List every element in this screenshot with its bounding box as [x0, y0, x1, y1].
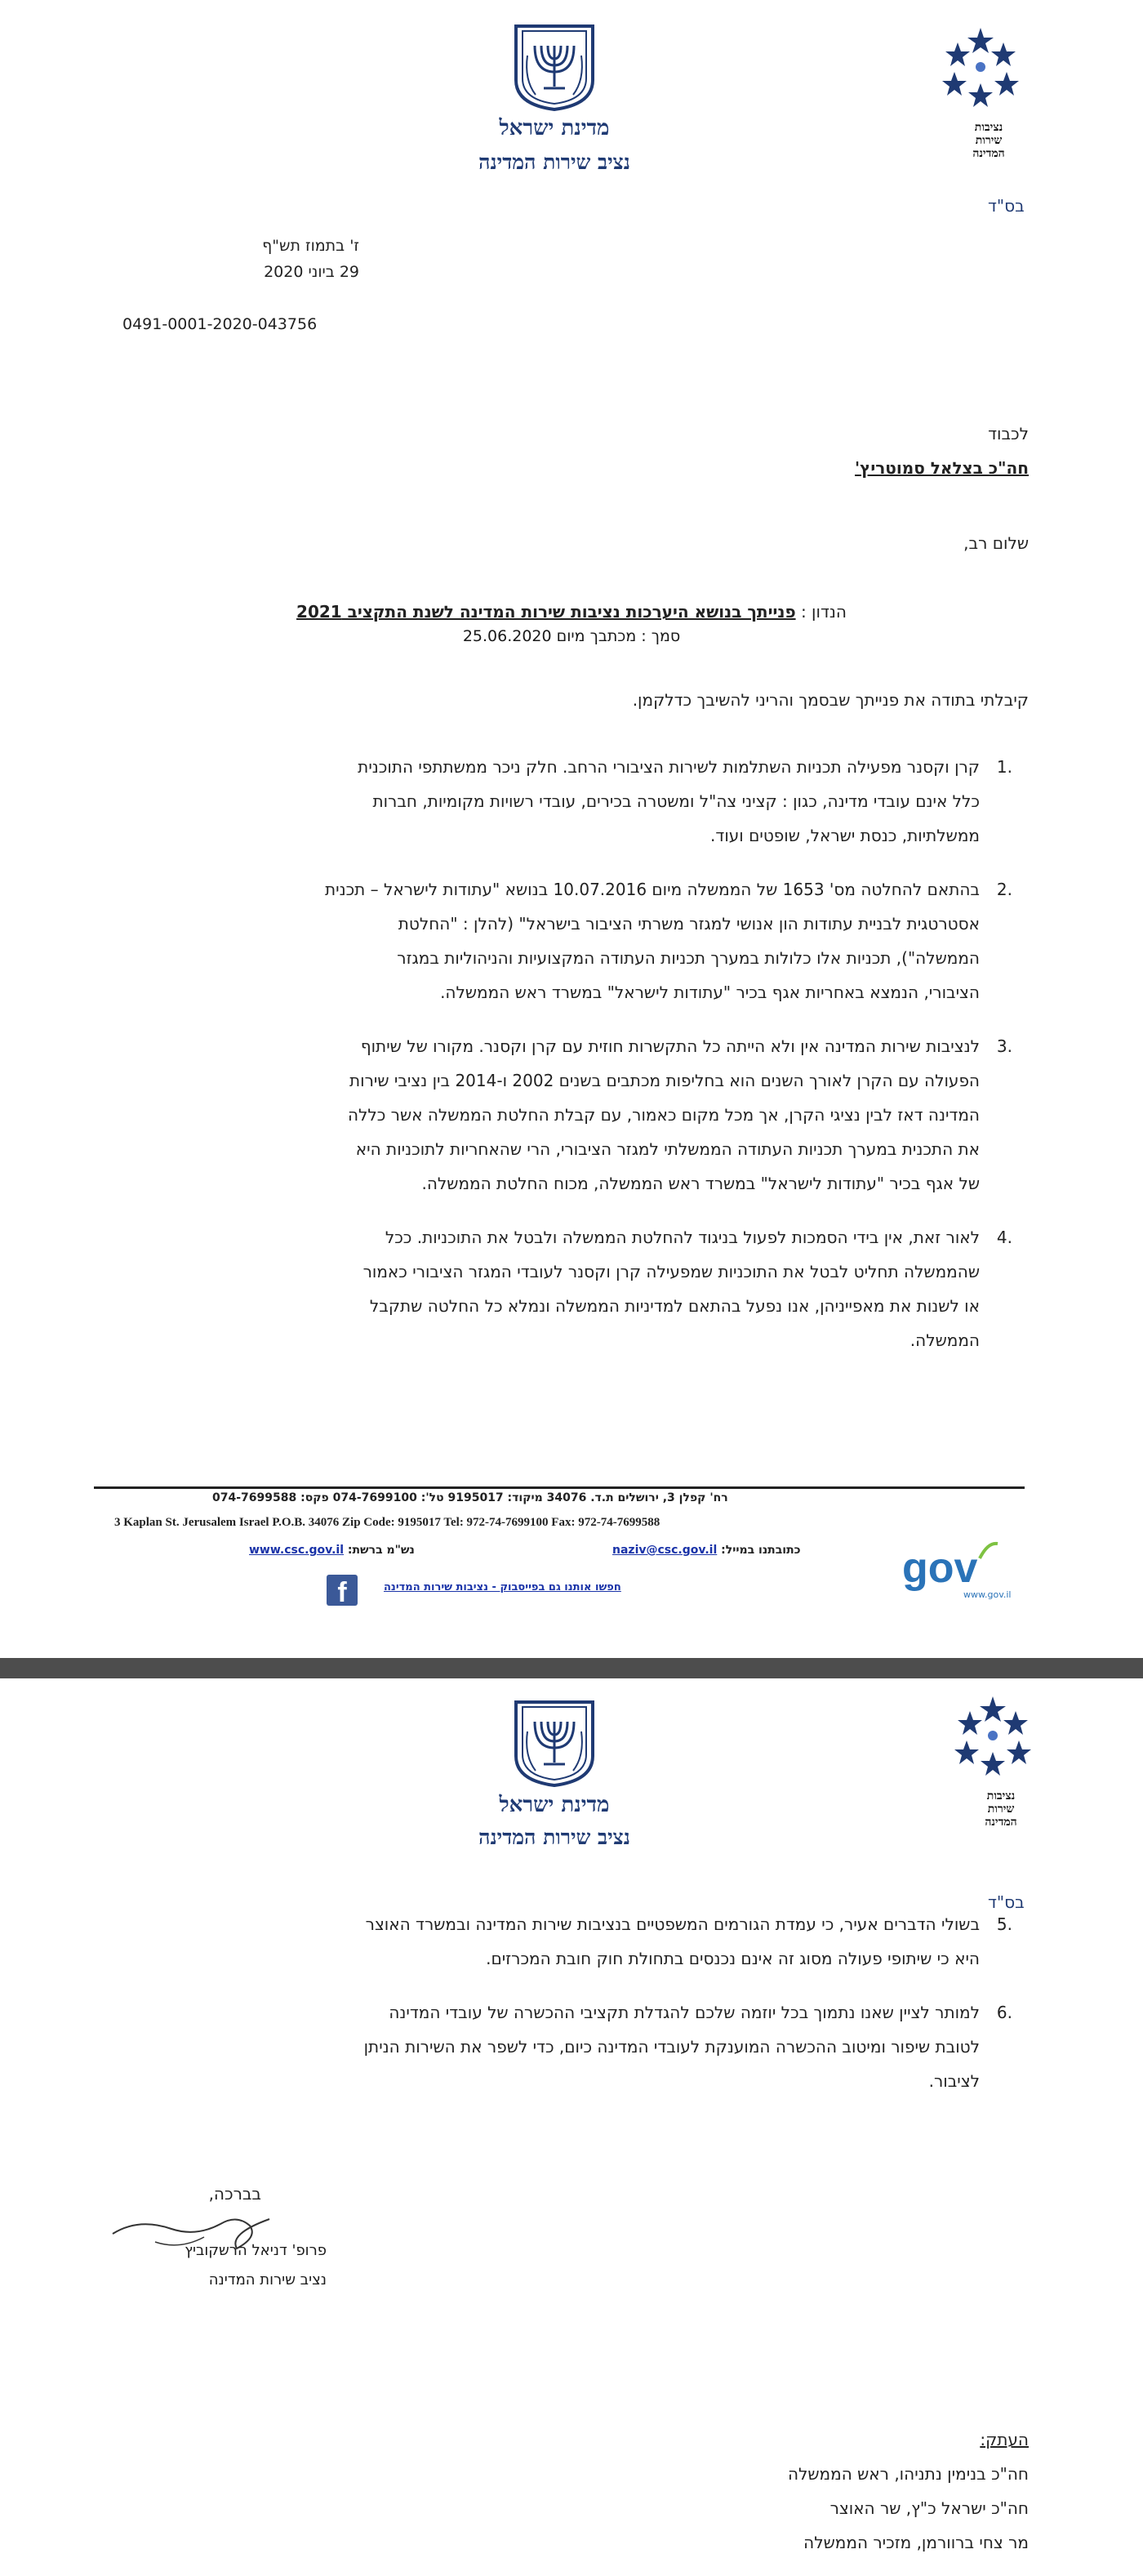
paragraph-line: את התכנית במערך תכניות העתודה הממשלתי למגזר הציבורי, הרי שהאחריות לתוכניות היא [355, 1139, 980, 1159]
paragraph-line: בהתאם להחלטה מס' 1653 של הממשלה מיום 10.07.2016 בנושא "עתודות לישראל – תכנית [324, 880, 980, 899]
logo-text-line-3: המדינה [985, 1816, 1017, 1829]
page-separator [0, 1658, 1143, 1678]
email-link[interactable]: naziv@csc.gov.il [612, 1544, 718, 1557]
paragraph-number: 6. [996, 2003, 1012, 2022]
paragraph-line: היא כי שיתופי פעולה מסוג זה אינם נכנסים בתחולת חוק חובת המכרזים. [486, 1949, 980, 1968]
footer-address-hebrew: רח' קפלן 3, ירושלים ת.ד. 34076 מיקוד: 9195017 טל': 074-7699100 פקס: 074-7699588 [212, 1491, 728, 1504]
paragraph-number: 1. [996, 757, 1012, 777]
paragraph-line: אסטרטגית לבניית עתודות הון אנושי למגזר משרתי הציבור בישראל" (להלן : "החלטת [398, 914, 980, 934]
paragraph-line: בשולי הדברים אעיר, כי עמדת הגורמים המשפטיים בנציבות שירות המדינה ובמשרד האוצר [365, 1914, 980, 1934]
subject-text: פנייתך בנושא היערכות נציבות שירות המדינה לשנת התקציב 2021 [296, 602, 796, 622]
recipient-name: חה"כ בצלאל סמוטריץ' [855, 458, 1029, 478]
stars-logo-icon [935, 25, 1026, 123]
facebook-link[interactable]: חפשו אותנו גם בפייסבוק - נציבות שירות המדינה [384, 1581, 621, 1593]
civil-service-logo [947, 1693, 1038, 1832]
paragraph-line: קרן וקסנר מפעילה תכניות השתלמות לשירות הציבורי הרחב. חלק ניכר ממשתתפי התוכנית [358, 757, 980, 777]
bsd-mark: בס"ד [988, 1892, 1025, 1912]
paragraph-number: 5. [996, 1914, 1012, 1934]
website-link[interactable]: www.csc.gov.il [249, 1544, 345, 1557]
intro-text: קיבלתי בתודה את פנייתך שבסמך והריני להשיבך כדלקמן. [632, 690, 1029, 710]
letter-page-2 [0, 1678, 1143, 2576]
paragraph-2 [135, 872, 1012, 1009]
paragraph-line: של אגף בכיר "עתודות לישראל" במשרד ראש הממשלה, מכוח החלטת הממשלה. [421, 1174, 980, 1193]
subject-line [212, 595, 931, 629]
web-label: נש"מ ברשת: [347, 1544, 415, 1557]
cc-recipient-2: חה"כ ישראל כ"ץ, שר האוצר [829, 2498, 1029, 2518]
paragraph-line: המדינה דאז לבין נציגי הקרן, אך מכל מקום כאמור, עם קבלת החלטת הממשלה אשר כללה [347, 1105, 980, 1125]
greeting: שלום רב, [963, 533, 1029, 553]
paragraph-line: הפעולה עם הקרן לאורך השנים הוא בחליפות מכתבים בשנים 2002 ו-2014 בין נציבי שירות [349, 1071, 980, 1090]
paragraph-line: או לשנות את מאפייניהן, אנו נפעל בהתאם למדיניות הממשלה ונמלא כל החלטה שתקבל [369, 1296, 980, 1316]
signer-title: נציב שירות המדינה [208, 2271, 327, 2289]
logo-text-line-1: נציבות [974, 121, 1003, 134]
email-label: כתובתנו במייל: [721, 1544, 801, 1557]
cc-recipient-3: מר צחי ברוורמן, מזכיר הממשלה [803, 2533, 1029, 2552]
paragraph-line: הציבורי, הנמצא באחריות אגף בכיר "עתודות לישראל" במשרד ראש הממשלה. [440, 983, 980, 1002]
paragraph-3 [135, 1029, 1012, 1201]
paragraph-4 [135, 1220, 1012, 1357]
gov-logo: gov [902, 1544, 978, 1592]
bsd-mark: בס"ד [988, 196, 1025, 216]
cc-label: העתק: [980, 2430, 1029, 2449]
subject-label: הנדון : [800, 602, 847, 622]
cc-recipient-1: חה"כ בנימין נתניהו, ראש הממשלה [787, 2464, 1029, 2484]
paragraph-line: ממשלתיות, כנסת ישראל, שופטים ועוד. [710, 826, 980, 845]
footer-website [249, 1544, 415, 1557]
facebook-icon[interactable]: f [327, 1575, 358, 1606]
gov-logo-sub: www.gov.il [963, 1589, 1012, 1600]
paragraph-line: הממשלה. [910, 1330, 980, 1350]
paragraph-line: הממשלה"), תכניות אלו כלולות במערך תכניות העתודה המקצועיות והניהוליות במגזר [397, 948, 980, 968]
menorah-emblem-icon [511, 23, 598, 111]
menorah-emblem-icon [511, 1699, 598, 1787]
paragraph-line: כלל אינם עובדי מדינה, כגון : קציני צה"ל ומשטרה בכירים, עובדי רשויות מקומיות, חברות [372, 791, 980, 811]
logo-text-line-1: נציבות [986, 1789, 1016, 1803]
hebrew-date: ז' בתמוז תש"ף [262, 237, 359, 255]
state-name: מדינת ישראל [499, 116, 610, 140]
gregorian-date: 29 ביוני 2020 [264, 263, 359, 281]
paragraph-5 [135, 1907, 1012, 1976]
paragraph-6 [135, 1995, 1012, 2098]
logo-text-line-3: המדינה [972, 147, 1005, 160]
paragraph-line: למותר לציין שאנו נתמוך בכל יוזמה שלכם להגדלת תקציבי ההכשרה של עובדי המדינה [389, 2003, 980, 2022]
commissioner-title: נציב שירות המדינה [478, 1825, 630, 1849]
paragraph-line: לאור זאת, אין בידי הסמכות לפעול בניגוד להחלטת הממשלה ולבטל את התוכניות. ככל [385, 1228, 980, 1247]
paragraph-line: לטובת שיפור ומיטוב ההכשרה המוענקת לעובדי המדינה כיום, כדי לשפר את השירות הניתן [363, 2037, 980, 2057]
to-label: לכבוד [988, 424, 1029, 443]
footer-email [612, 1544, 801, 1557]
paragraph-number: 2. [996, 880, 1012, 899]
subject-reference: סמך : מכתבך מיום 25.06.2020 [462, 627, 681, 645]
gov-logo-arc-icon [976, 1539, 1001, 1563]
stars-logo-icon [947, 1693, 1038, 1791]
paragraph-line: לנציבות שירות המדינה אין ולא הייתה כל התקשרות חוזית עם קרן וקסנר. מקורו של שיתוף [360, 1036, 980, 1056]
civil-service-logo [935, 25, 1026, 163]
footer-divider [94, 1486, 1025, 1489]
paragraph-number: 4. [996, 1228, 1012, 1247]
footer-address-english: 3 Kaplan St. Jerusalem Israel P.O.B. 34076 Zip Code: 9195017 Tel: 972-74-7699100 Fax: 972-74-7699588 [114, 1516, 660, 1529]
logo-text-line-2: שירות [975, 134, 1003, 147]
logo-text-line-2: שירות [987, 1803, 1015, 1816]
closing-blessing: בברכה, [208, 2184, 261, 2204]
signer-name: פרופ' דניאל הרשקוביץ [185, 2242, 327, 2259]
paragraph-1 [135, 750, 1012, 853]
reference-number: 0491-0001-2020-043756 [122, 315, 318, 333]
paragraph-line: שהממשלה תחליט לבטל את התוכניות שמפעילה קרן וקסנר לעובדי המגזר הציבורי כאמור [362, 1262, 980, 1281]
state-name: מדינת ישראל [499, 1793, 610, 1817]
paragraph-number: 3. [996, 1036, 1012, 1056]
paragraph-line: לציבור. [928, 2071, 980, 2091]
commissioner-title: נציב שירות המדינה [478, 150, 630, 174]
